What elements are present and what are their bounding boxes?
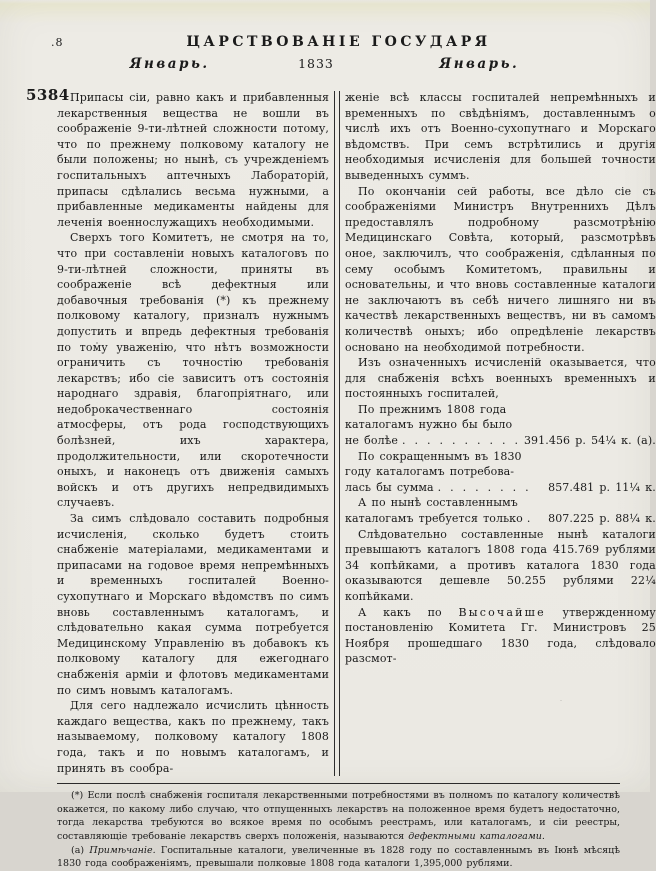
two-column-body (57, 90, 656, 776)
body-paragraph: женіе всѣ классы госпиталей непремѣнныхъ и временныхъ по свѣдѣніямъ, доставленнымъ о числѣ ихъ отъ Военно-сухопутнаго и Морскаго вѣдомствъ. При семъ встрѣтились и другія необходимыя исчисленія для большей точности выведенныхъ суммъ. (345, 91, 656, 182)
entry-label: не болѣе (345, 434, 399, 448)
entry-line: По прежнимъ 1808 года (358, 402, 507, 416)
entry-amount: 857.481 р. 11¼ к. (548, 480, 656, 494)
cost-entry-1830-catalog (345, 449, 656, 496)
entry-amount: 391.456 р. 54¼ к. (a). (523, 434, 656, 448)
footnote-separator-rule (57, 783, 620, 784)
body-paragraph: Слѣдовательно составленные нынѣ каталоги превышаютъ каталогъ 1808 года 415.769 рублями 34 копѣйками, а противъ каталога 1830 года оказываются дешевле 50.255 рублями 22¼ копѣйками. (345, 527, 656, 603)
entry-line: году каталогамъ потребова- (345, 465, 515, 479)
body-paragraph: Припасы сіи, равно какъ и прибавленныя лекарственныя вещества не вошли въ соображеніе 9-ти-лѣтней сложности потому, что по прежнему полковому каталогу не были положены; но нынѣ, съ учрежденіемъ госпитальныхъ аптечныхъ Лабораторій, припасы сдѣлались весьма нужными, а прибавленные медикаменты найдены для леченія военнослужащихъ необходимыми. (57, 91, 329, 229)
body-paragraph: Сверхъ того Комитетъ, не смотря на то, что при составленіи новыхъ каталоговъ по 9-ти-лѣтней сложности, приняты въ соображеніе всѣ дефектныя или добавочныя требованія (*) къ прежнему полковому каталогу, призналъ нужнымъ допустить и впредь дефектныя требованія по тому уваженію, что нѣтъ возможности ограничить съ точностію требованія лекарствъ; ибо сіе зависитъ отъ состоянія народнаго здравія, благопріятнаго, или недоброкачественнаго состоянія атмосферы, отъ рода господствующихъ болѣзней, ихъ характера, продолжительности, или скоротечности оныхъ, и наконецъ отъ движенія самыхъ войскъ и отъ другихъ непредвидимыхъ случаевъ. (57, 231, 329, 510)
dot-leader: . . . . . . . . (437, 480, 531, 494)
right-column (345, 90, 656, 776)
entry-line: каталогамъ нужно бы было (345, 418, 513, 432)
footnote-marker: (*) (71, 790, 84, 802)
left-column (57, 90, 329, 776)
footnote-text: Госпитальные каталоги, увеличенные въ 1828 году по составленнымъ въ Іюнѣ мѣсяцѣ 1830 года соображеніямъ, превышали полковые 1808 года каталоги 1,395,000 рублями. (57, 844, 620, 870)
text-segment: А какъ по (358, 605, 459, 619)
right-column-month-label: Январь. (439, 56, 520, 72)
footnote-italic-lead: Примѣчаніе. (89, 844, 156, 856)
cost-entry-1808-catalog (345, 402, 656, 449)
dot-leader: . . . . . . . . . . (402, 434, 520, 448)
act-number: 5384 (26, 86, 70, 104)
emphasized-word: Высочайше (458, 605, 546, 619)
footnote-asterisk (57, 789, 620, 843)
entry-amount: 807.225 р. 88¼ к. (548, 512, 656, 526)
footnote-italic-term: дефектными каталогами. (408, 830, 545, 842)
text-block (26, 34, 656, 871)
body-paragraph: По окончаніи сей работы, все дѣло сіе съ соображеніями Министръ Внутреннихъ Дѣлъ предоставлялъ подробному разсмотрѣнію Медицинскаго Совѣта, который, разсмотрѣвъ оное, заключилъ, что соображенія, сдѣланныя по сему особымъ Комитетомъ, правильны и основательны, и что вновь составленные каталоги не заключаютъ въ себѣ ничего лишняго ни въ качествѣ лекарственныхъ веществъ, ни въ самомъ количествѣ оныхъ; ибо опредѣленіе лекарствъ основано на необходимой потребности. (345, 184, 656, 354)
date-head (57, 56, 620, 76)
footnote-a (57, 844, 620, 871)
entry-amount-line (345, 480, 656, 496)
entry-line: По сокращеннымъ въ 1830 (358, 449, 522, 463)
running-head (51, 34, 620, 52)
page-number: .8 (51, 36, 64, 49)
footnote-marker: (a) (71, 844, 85, 856)
body-paragraph: Для сего надлежало исчислить цѣнность каждаго вещества, какъ по прежнему, такъ называемому, полковому каталогу 1808 года, такъ и по новымъ каталогамъ, и принять въ сообра- (57, 699, 329, 775)
entry-amount-line (345, 433, 656, 449)
body-paragraph: Изъ означенныхъ исчисленій оказывается, что для снабженія всѣхъ военныхъ временныхъ и постоянныхъ госпиталей, (345, 356, 656, 401)
footnotes-section (57, 789, 620, 871)
text-segment: утвержденному постановленію Комитета Гг. Министровъ 25 Ноября прошедшаго 1830 года, слѣдовало разсмот- (345, 605, 656, 666)
page-title: ЦАРСТВОВАНІЕ ГОСУДАРЯ (186, 34, 491, 50)
entry-label: каталогамъ требуется только (345, 512, 523, 526)
year-label: 1833 (298, 56, 334, 71)
dot-leader: . (526, 512, 533, 526)
entry-amount-line (345, 511, 656, 527)
cost-entry-new-catalog (345, 495, 656, 526)
body-paragraph: За симъ слѣдовало составить подробныя исчисленія, сколько будетъ стоить снабженіе матеріалами, медикаментами и припасами на годовое время непремѣнныхъ и временныхъ госпиталей Военно-сухопутнаго и Морскаго вѣдомствъ по симъ вновь составленнымъ каталогамъ, и слѣдовательно какая сумма потребуется Медицинскому Управленію въ добавокъ къ полковому каталогу для ежегоднаго снабженія арміи и флотовъ медикаментами по симъ новымъ каталогамъ. (57, 512, 329, 697)
column-divider-rule (334, 91, 340, 776)
body-paragraph-final (345, 605, 656, 667)
entry-label: лась бы сумма (345, 480, 434, 494)
entry-line: А по нынѣ составленнымъ (358, 496, 518, 510)
footnote-text: Если послѣ снабженія госпиталя лекарственными потребностями въ полномъ по каталогу количествѣ окажется, по какому либо случаю, что отпущенныхъ лекарствъ на положенное время будетъ недостаточно, тогда лекарства требуются во всякое время по особымъ реестрамъ, или каталогамъ, и сіи реестры, составляющіе требованіе лекарствъ сверхъ положенія, называются (57, 790, 620, 842)
left-column-month-label: Январь. (129, 56, 210, 72)
